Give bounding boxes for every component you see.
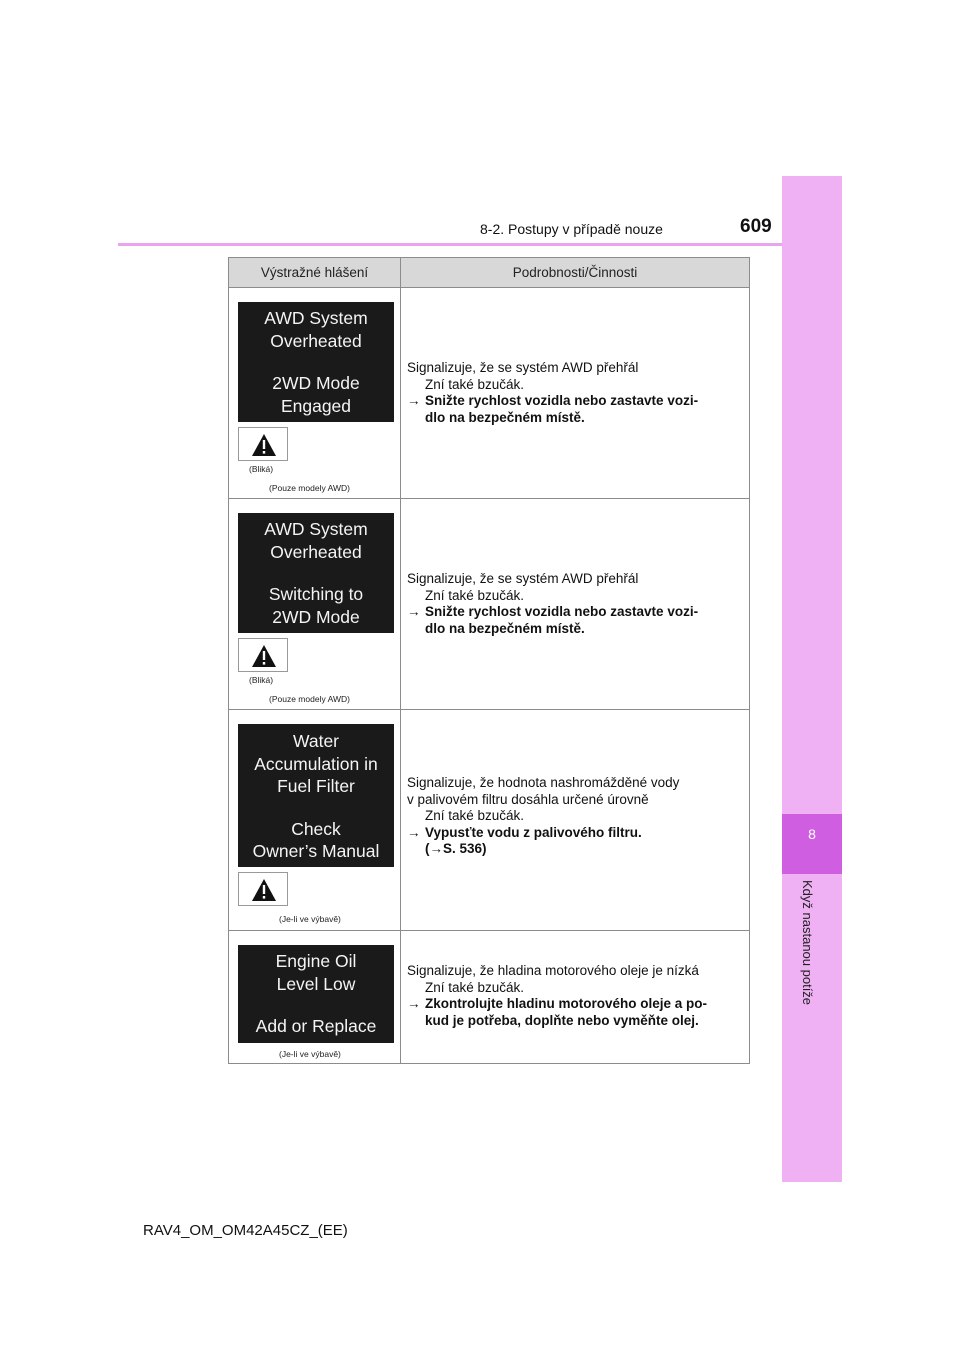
page-number: 609 [740,216,772,237]
display-line: Add or Replace [255,1016,377,1036]
display-line: Owner’s Manual [252,841,380,861]
buzzer-note: Zní také bzučák. [425,376,525,392]
model-note: (Je-li ve výbavě) [279,914,341,924]
description-cont: v palivovém filtru dosáhla určené úrovně [407,791,649,807]
warning-cell [229,288,401,499]
action-cont: kud je potřeba, doplňte nebo vyměňte olej. [425,1012,699,1028]
action: Zkontrolujte hladinu motorového oleje a po- [425,996,708,1011]
model-note: (Pouze modely AWD) [269,694,350,704]
details-cell [401,931,750,1064]
arrow-icon: → [407,996,421,1011]
display-line: Fuel Filter [277,776,355,796]
description: Signalizuje, že hodnota nashromážděné vody [407,775,680,790]
warning-messages-table [228,257,750,1064]
header-rule [118,243,782,246]
action-cont: dlo na bezpečném místě. [425,409,585,425]
blink-note: (Bliká) [249,675,274,685]
action: Snižte rychlost vozidla nebo zastavte vozi- [425,604,699,619]
display-line: Accumulation in [254,753,378,774]
display-message [238,724,394,867]
column-header-details: Podrobnosti/Činnosti [401,258,750,288]
display-line: Engine Oil [275,951,357,971]
description: Signalizuje, že hladina motorového oleje je nízká [407,963,699,978]
ref-text: S. 536) [443,841,487,856]
arrow-icon: → [407,393,421,408]
table-row [229,288,750,499]
model-note: (Pouze modely AWD) [269,483,350,493]
display-line: Switching to [268,584,364,604]
warning-cell [229,499,401,710]
ref-arrow-icon: → [429,841,443,856]
buzzer-note: Zní také bzučák. [425,808,525,823]
display-message [238,945,394,1043]
description: Signalizuje, že se systém AWD přehřál [407,360,639,375]
details-cell [401,499,750,710]
table-header-row [229,258,750,288]
warning-triangle-icon [238,427,288,461]
page-reference [407,841,745,858]
table-row [229,931,750,1064]
chapter-side-tab [782,176,842,1182]
action: Vypusťte vodu z palivového filtru. [425,824,642,840]
chapter-number-box [782,814,842,874]
warning-cell [229,931,401,1064]
section-title: 8-2. Postupy v případě nouze [480,221,663,237]
description: Signalizuje, že se systém AWD přehřál [407,571,639,586]
document-code: RAV4_OM_OM42A45CZ_(EE) [143,1222,348,1239]
display-line: Water [292,731,340,751]
arrow-icon: → [407,824,421,840]
details-cell [401,288,750,499]
ref-open: ( [425,841,430,856]
blink-note: (Bliká) [249,464,274,474]
action-cont: dlo na bezpečném místě. [425,620,585,636]
display-line: AWD System [264,308,368,328]
table-row [229,710,750,931]
display-line: Engaged [280,395,352,416]
arrow-icon: → [407,604,421,619]
table-row [229,499,750,710]
buzzer-note: Zní také bzučák. [425,587,525,603]
column-header-warning: Výstražné hlášení [229,258,401,288]
display-line: AWD System [264,519,368,539]
display-line: Check [291,818,341,839]
display-line: Level Low [276,973,356,994]
display-line: Overheated [270,541,362,562]
model-note: (Je-li ve výbavě) [279,1049,341,1059]
chapter-number: 8 [808,826,816,842]
warning-triangle-icon [238,872,288,906]
warning-triangle-icon [238,638,288,672]
action: Snižte rychlost vozidla nebo zastavte vozi- [425,393,699,408]
display-line: 2WD Mode [272,373,360,393]
display-line: Overheated [270,330,362,351]
details-cell [401,710,750,931]
display-message [238,302,394,422]
buzzer-note: Zní také bzučák. [425,979,525,995]
display-message [238,513,394,633]
warning-cell [229,710,401,931]
chapter-title: Když nastanou potíže [800,880,815,1006]
display-line: 2WD Mode [272,606,360,627]
